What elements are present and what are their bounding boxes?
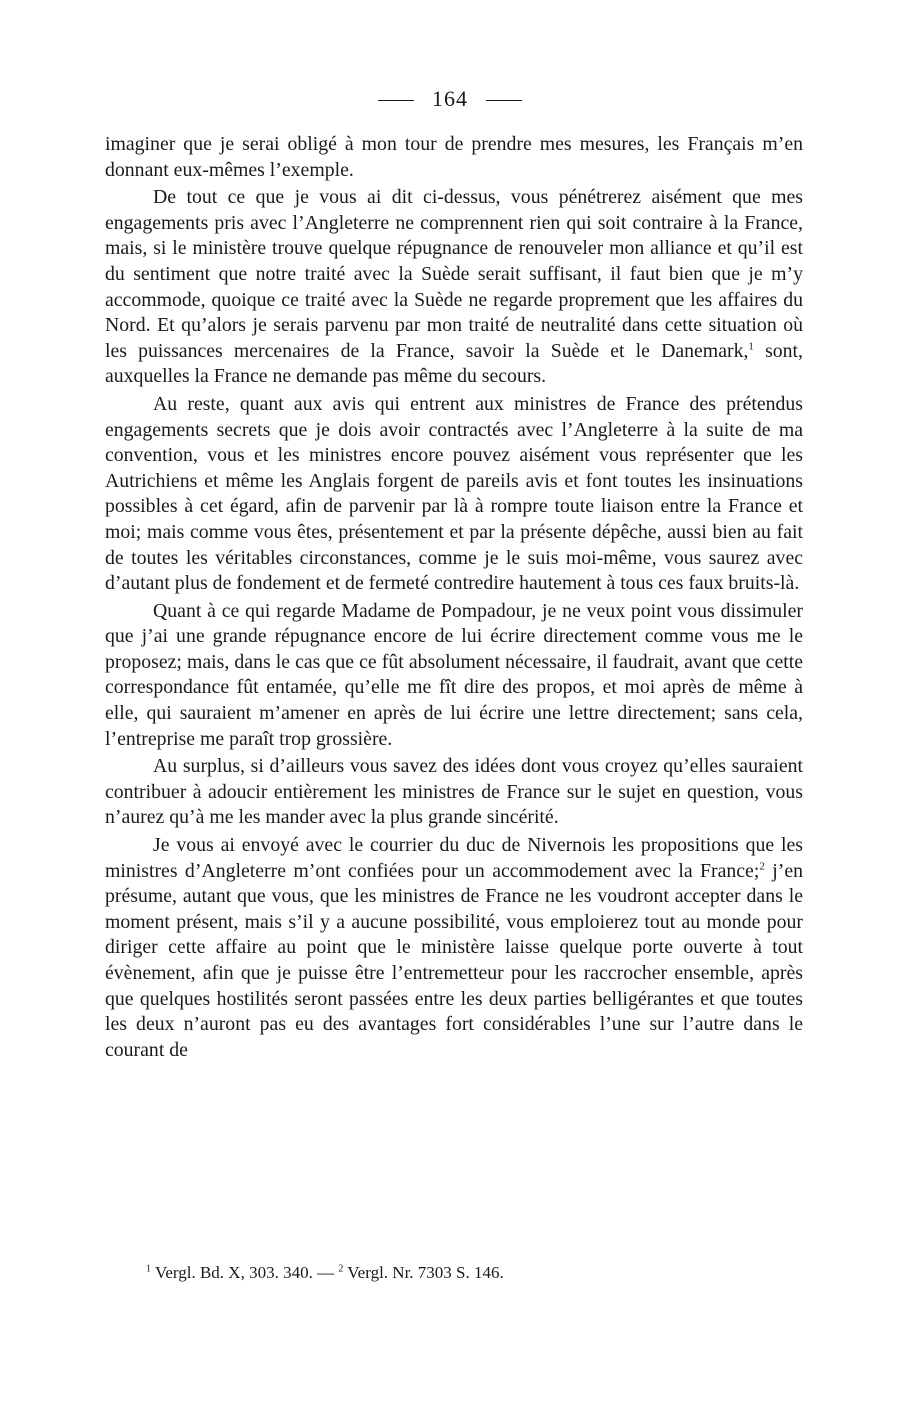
paragraph-3 [105, 392, 803, 597]
footnotes [146, 1262, 806, 1284]
page-number-dash-right [486, 100, 522, 101]
paragraph-6-text: Je vous ai envoyé avec le courrier du duc de Nivernois les propositions que les ministres d’Angleterre m’ont confiées pour un accommodement avec la France; [105, 834, 803, 882]
footnote-1-text: Vergl. Bd. X, 303. 340. — [151, 1263, 339, 1282]
page-number-header [0, 86, 900, 112]
page-number-dash-left [378, 100, 414, 101]
paragraph-6-text-after: j’en présume, autant que vous, que les ministres de France ne les voudront accepter dans le moment présent, mais s’il y a aucune possibilité, vous emploierez tout au monde pour diriger cette affaire au point que le ministère laisse quelque porte ouverte à tout évènement, afin que je puisse être l’entremetteur pour les raccrocher ensemble, après que quelques hostilités seront passées entre les deux parties belligérantes et que toutes les deux n’auront pas eu des avantages fort considérables l’une sur l’autre dans le courant de [105, 859, 804, 1061]
paragraph-2 [105, 185, 803, 390]
paragraph-6 [105, 833, 803, 1063]
body-text [105, 132, 803, 1065]
footnote-2-text: Vergl. Nr. 7303 S. 146. [343, 1263, 504, 1282]
paragraph-2-text: De tout ce que je vous ai dit ci-dessus, vous pénétrerez aisément que mes engagements pris avec l’Angleterre ne comprennent rien qui soit contraire à la France, mais, si le ministère trouve quelque répugnance de renouveler mon alliance et qu’il est du sentiment que notre traité avec la Suède serait suffisant, il faut bien que je m’y accommode, quoique ce traité avec la Suède ne regarde proprement que les affaires du Nord. Et qu’alors je serais parvenu par mon traité de neutralité dans cette situation où les puissances mercenaires de la France, savoir la Suède et le Danemark, [105, 186, 803, 362]
paragraph-5 [105, 754, 803, 831]
page-number: 164 [432, 86, 468, 111]
paragraph-2-text-after: sont, auxquelles la France ne demande pas même du secours. [105, 339, 803, 388]
paragraph-1 [105, 132, 803, 183]
paragraph-5-text: Au surplus, si d’ailleurs vous savez des idées dont vous croyez qu’elles sauraient contribuer à adoucir entièrement les ministres de France sur le sujet en question, vous n’aurez qu’à me les mander avec la plus grande sincérité. [105, 755, 803, 829]
paragraph-4 [105, 599, 803, 753]
footnote-ref-2: 2 [759, 860, 765, 873]
paragraph-1-text: imaginer que je serai obligé à mon tour de prendre mes mesures, les Français m’en donnant eux-mêmes l’exemple. [105, 133, 803, 181]
footnote-1-mark: 1 [146, 1263, 151, 1275]
footnote-2-mark: 2 [338, 1263, 344, 1275]
paragraph-4-text: Quant à ce qui regarde Madame de Pompadour, je ne veux point vous dissimuler que j’ai une grande répugnance encore de lui écrire directement comme vous me le proposez; mais, dans le cas que ce fût absolument nécessaire, il faudrait, avant que cette correspondance fût entamée, qu’elle me fît dire des propos, et moi après de même à elle, qui sauraient m’amener en après de lui écrire une lettre directement; sans cela, l’entreprise me paraît trop grossière. [105, 599, 803, 750]
paragraph-3-text: Au reste, quant aux avis qui entrent aux ministres de France des prétendus engagements secrets que je dois avoir contractés avec l’Angleterre à la suite de ma convention, vous et les ministres encore pouvez aisément vous représenter que les Autrichiens et même les Anglais forgent de pareils avis et font toutes les insinuations possibles à cet égard, afin de parvenir par là à rompre toute liaison entre la France et moi; mais comme vous êtes, présentement et par la présente dépêche, aussi bien au fait de toutes les véritables circonstances, comme je le suis moi-même, vous saurez avec d’autant plus de fondement et de fermeté contredire hautement à tous ces faux bruits-là. [105, 392, 803, 595]
footnote-ref-1: 1 [748, 340, 754, 353]
